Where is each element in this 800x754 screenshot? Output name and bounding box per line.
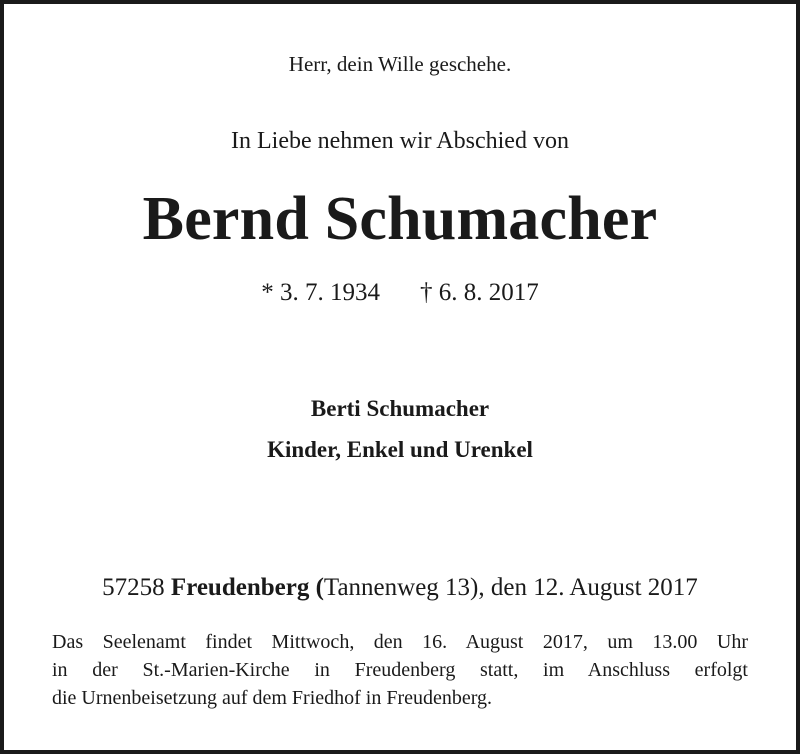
intro-text: In Liebe nehmen wir Abschied von xyxy=(231,128,569,154)
birth-date: * 3. 7. 1934 xyxy=(261,279,380,306)
notice-line: die Urnenbeisetzung auf dem Friedhof in Freudenberg. xyxy=(52,687,493,709)
death-date: † 6. 8. 2017 xyxy=(420,279,539,306)
town-name: Freudenberg ( xyxy=(170,574,324,601)
postal-code: 57258 xyxy=(102,574,165,601)
place-date-line xyxy=(4,574,796,602)
address-date: Tannenweg 13), den 12. August 2017 xyxy=(323,574,698,601)
mourner-spouse: Berti Schumacher xyxy=(310,396,490,421)
deceased-name: Bernd Schumacher xyxy=(142,185,658,253)
mourner-family: Kinder, Enkel und Urenkel xyxy=(267,437,533,462)
service-notice xyxy=(52,628,748,712)
notice-line: in der St.-Marien-Kirche in Freudenberg statt, im Anschluss erfolgt xyxy=(52,659,748,681)
motto-text: Herr, dein Wille geschehe. xyxy=(288,52,512,76)
notice-line: Das Seelenamt findet Mittwoch, den 16. August 2017, um 13.00 Uhr xyxy=(52,631,748,653)
life-dates xyxy=(4,279,796,307)
